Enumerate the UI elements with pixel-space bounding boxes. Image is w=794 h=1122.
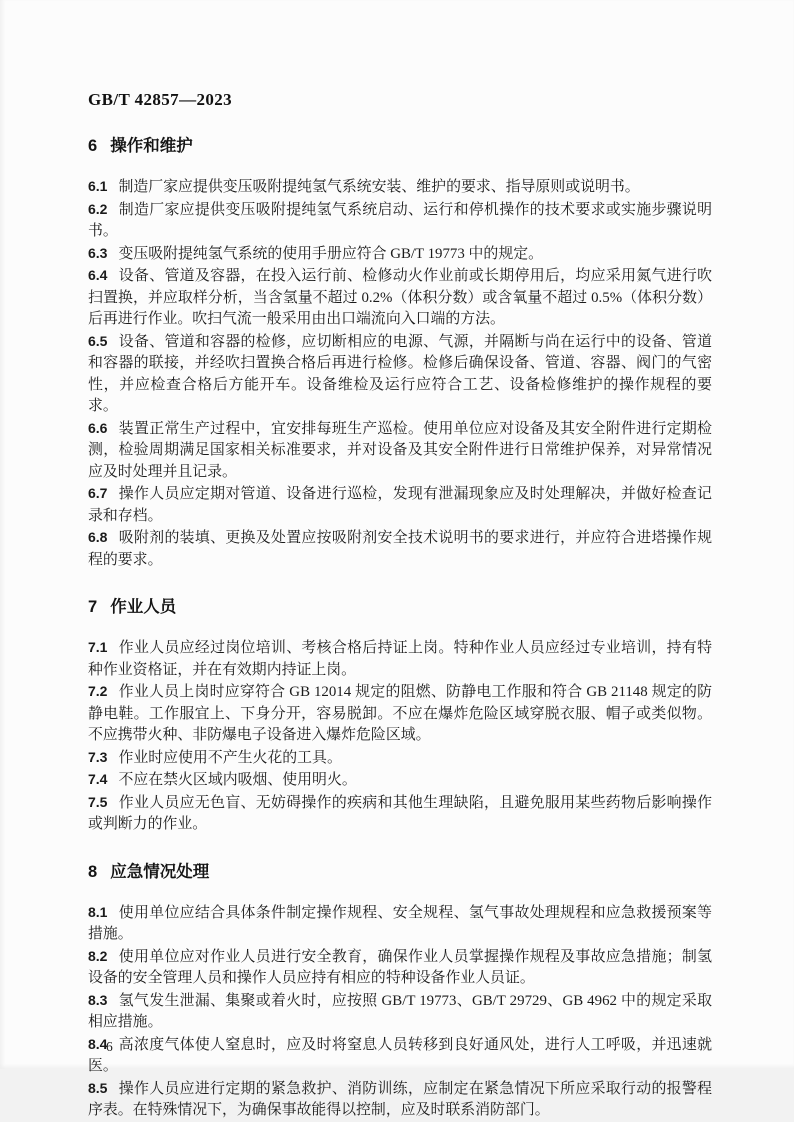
clause-number: 8.2 [88,947,108,964]
clause-6-4 [88,265,712,331]
clause-number: 6.8 [88,529,108,545]
clause-6-3 [88,243,712,266]
clause-text: 氢气发生泄漏、集聚或着火时，应按照 GB/T 19773、GB/T 29729、GB 4962 中的规定采取相应措施。 [88,992,712,1030]
clause-text: 操作人员应进行定期的紧急救护、消防训练，应制定在紧急情况下所应采取行动的报警程序表。在特殊情况下，为确保事故能得以控制，应及时联系消防部门。 [88,1080,712,1118]
clause-text: 设备、管道及容器，在投入运行前、检修动火作业前或长期停用后，均应采用氮气进行吹扫置换，并应取样分析，当含氢量不超过 0.2%（体积分数）或含氧量不超过 0.5%（体积分数）后再进行作业。吹扫气流一般采用由出口端流向入口端的方法。 [88,268,712,327]
clause-number: 6.1 [88,178,108,194]
clause-number: 7.1 [88,639,108,655]
section-number: 6 [88,137,98,155]
clause-number: 8.4 [88,1035,108,1052]
clause-text: 吸附剂的装填、更换及处置应按吸附剂安全技术说明书的要求进行，并应符合进塔操作规程的要求。 [88,530,712,568]
clause-text: 不应在禁火区域内吸烟、使用明火。 [118,772,357,788]
clause-7-1 [88,637,712,681]
clause-text: 使用单位应对作业人员进行安全教育，确保作业人员掌握操作规程及事故应急措施；制氢设备的安全管理人员和操作人员应持有相应的特种设备作业人员证。 [88,948,712,986]
clause-8-1 [88,902,712,946]
section-number: 8 [88,862,98,881]
section-title: 作业人员 [110,598,177,616]
clause-number: 6.5 [88,332,108,349]
clause-text: 使用单位应结合具体条件制定操作规程、安全规程、氢气事故处理规程和应急救援预案等措施。 [88,904,712,942]
section-heading-6 [88,136,712,156]
clause-6-6 [88,418,712,484]
clause-8-5 [88,1078,712,1122]
clause-7-2 [88,681,712,747]
clause-text: 装置正常生产过程中，宜安排每班生产巡检。使用单位应对设备及其安全附件进行定期检测，检验周期满足国家相关标准要求，并对设备及其安全附件进行日常维护保养，对异常情况应及时处理并且记录。 [88,420,712,480]
clause-7-5 [88,792,712,836]
clause-number: 6.4 [88,267,108,283]
clause-text: 操作人员应定期对管道、设备进行巡检，发现有泄漏现象应及时处理解决，并做好检查记录和存档。 [88,486,712,524]
clause-text: 制造厂家应提供变压吸附提纯氢气系统启动、运行和停机操作的技术要求或实施步骤说明书。 [88,201,712,239]
clause-number: 8.3 [88,991,108,1008]
clause-6-5 [88,331,712,418]
clause-number: 6.6 [88,419,108,436]
clause-7-4 [88,769,712,792]
section-title: 操作和维护 [110,137,193,155]
clause-number: 6.7 [88,485,108,501]
page-number: 6 [106,1039,113,1054]
section-number: 7 [88,598,98,616]
clause-number: 7.4 [88,771,108,787]
clause-6-2 [88,199,712,243]
document-body [88,136,712,1122]
clause-7-3 [88,747,712,770]
clause-6-1 [88,176,712,199]
clause-text: 作业时应使用不产生火花的工具。 [118,749,342,766]
clause-6-7 [88,483,712,527]
clause-number: 8.1 [88,903,108,920]
clause-8-4 [88,1034,712,1078]
clause-text: 作业人员上岗时应穿符合 GB 12014 规定的阻燃、防静电工作服和符合 GB 21148 规定的防静电鞋。工作服宜上、下身分开，容易脱卸。不应在爆炸危险区域穿脱衣服、帽子或类似物。不应携带火种、非防爆电子设备进入爆炸危险区域。 [88,684,712,743]
clause-text: 作业人员应经过岗位培训、考核合格后持证上岗。特种作业人员应经过专业培训，持有特种作业资格证，并在有效期内持证上岗。 [88,640,712,678]
clause-text: 设备、管道和容器的检修，应切断相应的电源、气源，并隔断与尚在运行中的设备、管道和容器的联接，并经吹扫置换合格后再进行检修。检修后确保设备、管道、容器、阀门的气密性，并应检查合格后方能开车。设备维检及运行应符合工艺、设备检修维护的操作规程的要求。 [88,333,712,414]
clause-number: 6.2 [88,200,108,217]
clause-number: 7.5 [88,793,108,810]
clause-number: 7.2 [88,683,108,699]
clause-number: 7.3 [88,748,108,765]
standard-number-header: GB/T 42857—2023 [88,90,233,109]
clause-8-2 [88,946,712,990]
section-heading-8 [88,862,712,882]
clause-text: 高浓度气体使人窒息时，应及时将窒息人员转移到良好通风处，进行人工呼吸，并迅速就医。 [88,1036,712,1074]
section-heading-7 [88,597,712,617]
section-title: 应急情况处理 [110,862,210,881]
clause-8-3 [88,990,712,1034]
clause-text: 制造厂家应提供变压吸附提纯氢气系统安装、维护的要求、指导原则或说明书。 [118,179,640,195]
clause-6-8 [88,527,712,571]
clause-number: 6.3 [88,244,108,261]
clause-text: 作业人员应无色盲、无妨碍操作的疾病和其他生理缺陷，且避免服用某些药物后影响操作或判断力的作业。 [88,794,712,832]
clause-text: 变压吸附提纯氢气系统的使用手册应符合 GB/T 19773 中的规定。 [118,245,543,262]
clause-number: 8.5 [88,1079,108,1096]
